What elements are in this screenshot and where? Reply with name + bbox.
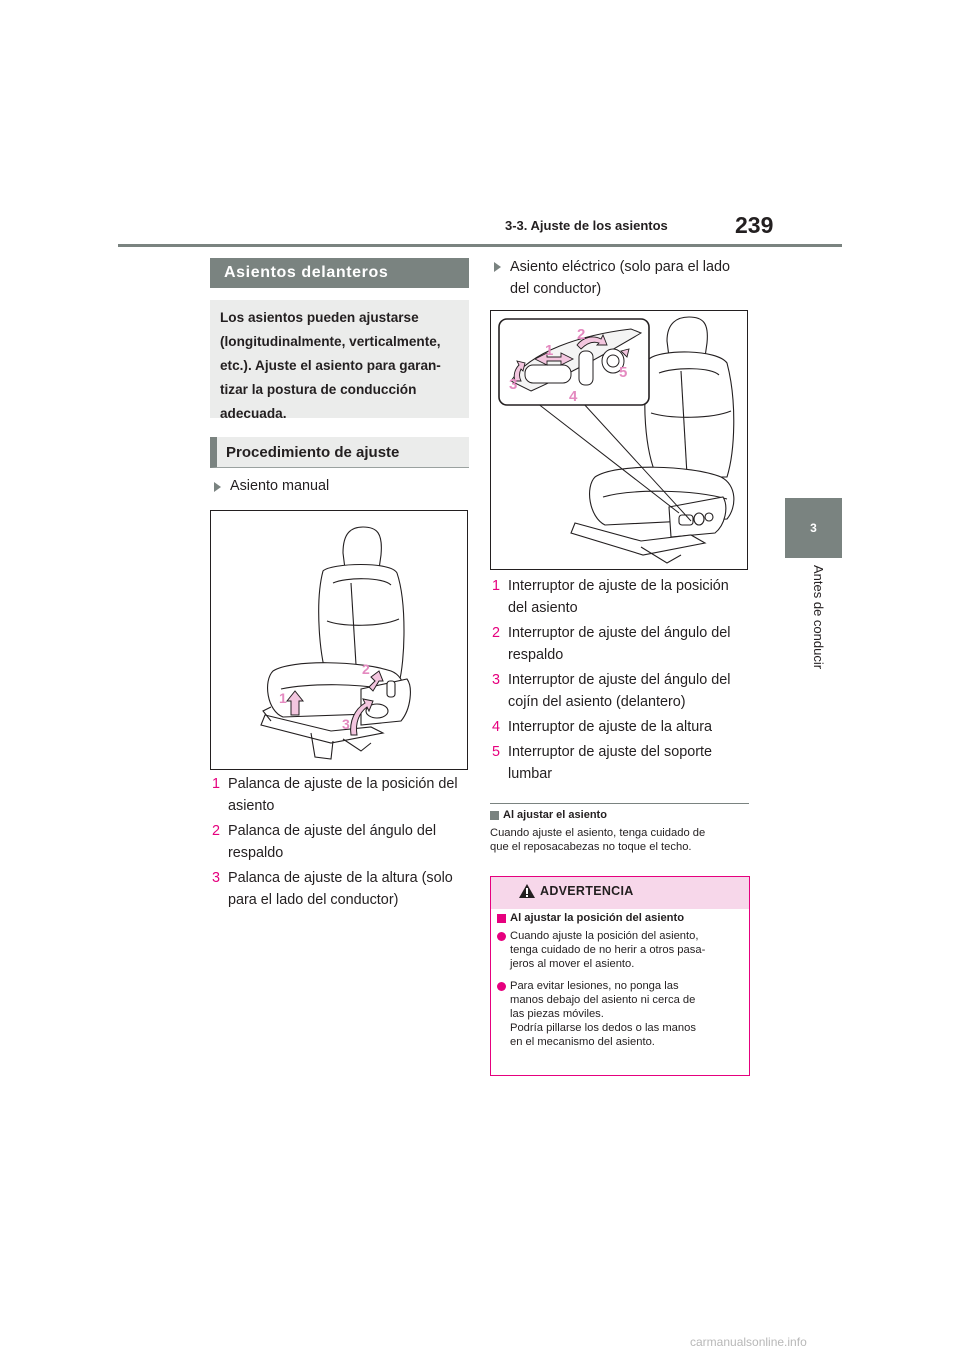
electric-seat-heading: [494, 256, 730, 300]
intro-box: [210, 300, 469, 421]
list-item: [212, 867, 467, 911]
list-item: [492, 669, 750, 713]
manual-seat-parts-list: [212, 773, 467, 914]
list-item: [212, 773, 467, 817]
section-title-text: Asientos delanteros: [224, 264, 389, 281]
electric-seat-figure: [490, 310, 748, 570]
page-number: 239: [735, 212, 774, 238]
note-line: que el reposacabezas no toque el techo.: [490, 841, 692, 853]
warning-line: en el mecanismo del asiento.: [510, 1035, 655, 1048]
item-number: 1: [492, 578, 501, 594]
square-bullet-icon: [497, 914, 506, 923]
manual-seat-illustration: [211, 511, 467, 769]
note-title-text: Al ajustar el asiento: [503, 809, 607, 821]
note-line: Cuando ajuste el asiento, tenga cuidado de: [490, 827, 706, 839]
intro-line: etc.). Ajuste el asiento para garan-: [220, 358, 441, 373]
callout-label: 3: [342, 716, 350, 732]
electric-seat-heading-line: Asiento eléctrico (solo para el lado: [510, 259, 730, 275]
list-item: [492, 622, 750, 666]
warning-subtitle: [497, 912, 684, 924]
list-item: [212, 820, 467, 864]
warning-subtitle-text: Al ajustar la posición del asiento: [510, 912, 685, 924]
item-line: Interruptor de ajuste de la altura: [508, 719, 712, 735]
callout-label: 2: [577, 326, 586, 343]
section-title-asientos-delanteros: [210, 258, 469, 288]
callout-label: 1: [545, 342, 554, 359]
manual-seat-figure: [210, 510, 468, 770]
callout-label: 4: [569, 388, 578, 405]
electric-seat-parts-list: [492, 575, 750, 788]
warning-line: Podría pillarse los dedos o las manos: [510, 1021, 696, 1034]
manual-seat-heading-text: Asiento manual: [230, 478, 330, 494]
item-number: 1: [212, 776, 221, 792]
item-number: 3: [212, 870, 221, 886]
item-number: 4: [492, 719, 501, 735]
item-line: Palanca de ajuste de la posición del: [228, 776, 458, 792]
note-rule: [490, 803, 749, 804]
item-line: Interruptor de ajuste de la posición: [508, 578, 729, 594]
intro-line: adecuada.: [220, 406, 287, 421]
intro-line: (longitudinalmente, verticalmente,: [220, 334, 441, 349]
callout-label: 2: [362, 661, 370, 677]
warning-item: [497, 930, 747, 971]
item-line: cojín del asiento (delantero): [508, 694, 686, 710]
callout-label: 1: [279, 690, 287, 706]
triangle-bullet-icon: [494, 262, 501, 272]
warning-line: Cuando ajuste la posición del asiento,: [510, 930, 699, 942]
item-line: Interruptor de ajuste del ángulo del: [508, 672, 731, 688]
chapter-tab[interactable]: 3: [785, 498, 842, 558]
warning-line: las piezas móviles.: [510, 1007, 604, 1020]
warning-line: Para evitar lesiones, no ponga las: [510, 980, 679, 993]
warning-item: [497, 980, 747, 1049]
chapter-label: Antes de conducir: [811, 565, 826, 670]
warning-triangle-icon: [518, 883, 536, 899]
warning-line: tenga cuidado de no herir a otros pasa-: [510, 943, 706, 956]
triangle-bullet-icon: [214, 482, 221, 492]
item-line: asiento: [228, 798, 275, 814]
item-line: del asiento: [508, 600, 578, 616]
item-line: respaldo: [228, 845, 284, 861]
manual-seat-heading: [214, 478, 329, 494]
watermark: carmanualsonline.info: [690, 1335, 807, 1349]
circle-bullet-icon: [497, 932, 506, 941]
list-item: [492, 741, 750, 785]
item-line: lumbar: [508, 766, 552, 782]
note-body: [490, 826, 752, 854]
list-item: [492, 575, 750, 619]
item-number: 2: [212, 823, 221, 839]
item-line: Palanca de ajuste del ángulo del: [228, 823, 437, 839]
item-number: 2: [492, 625, 501, 641]
warning-label: ADVERTENCIA: [540, 884, 634, 898]
electric-seat-illustration: [491, 311, 747, 569]
header-section-title: 3-3. Ajuste de los asientos: [505, 218, 668, 233]
callout-label: 3: [509, 376, 518, 393]
warning-line: manos debajo del asiento ni cerca de: [510, 994, 696, 1007]
circle-bullet-icon: [497, 982, 506, 991]
item-line: para el lado del conductor): [228, 892, 399, 908]
item-number: 3: [492, 672, 501, 688]
intro-line: tizar la postura de conducción: [220, 382, 417, 397]
note-title: [490, 809, 607, 821]
square-bullet-icon: [490, 811, 499, 820]
callout-label: 5: [619, 364, 628, 381]
item-line: respaldo: [508, 647, 564, 663]
list-item: [492, 716, 750, 738]
item-line: Palanca de ajuste de la altura (solo: [228, 870, 453, 886]
section-title-procedimiento: [210, 437, 469, 468]
header-rule: [118, 244, 842, 247]
section-title-text: Procedimiento de ajuste: [226, 443, 400, 461]
warning-line: jeros al mover el asiento.: [510, 957, 635, 970]
item-number: 5: [492, 744, 501, 760]
item-line: Interruptor de ajuste del soporte: [508, 744, 712, 760]
warning-items: [497, 930, 747, 1049]
intro-line: Los asientos pueden ajustarse: [220, 310, 419, 325]
item-line: Interruptor de ajuste del ángulo del: [508, 625, 731, 641]
electric-seat-heading-line: del conductor): [510, 281, 602, 297]
